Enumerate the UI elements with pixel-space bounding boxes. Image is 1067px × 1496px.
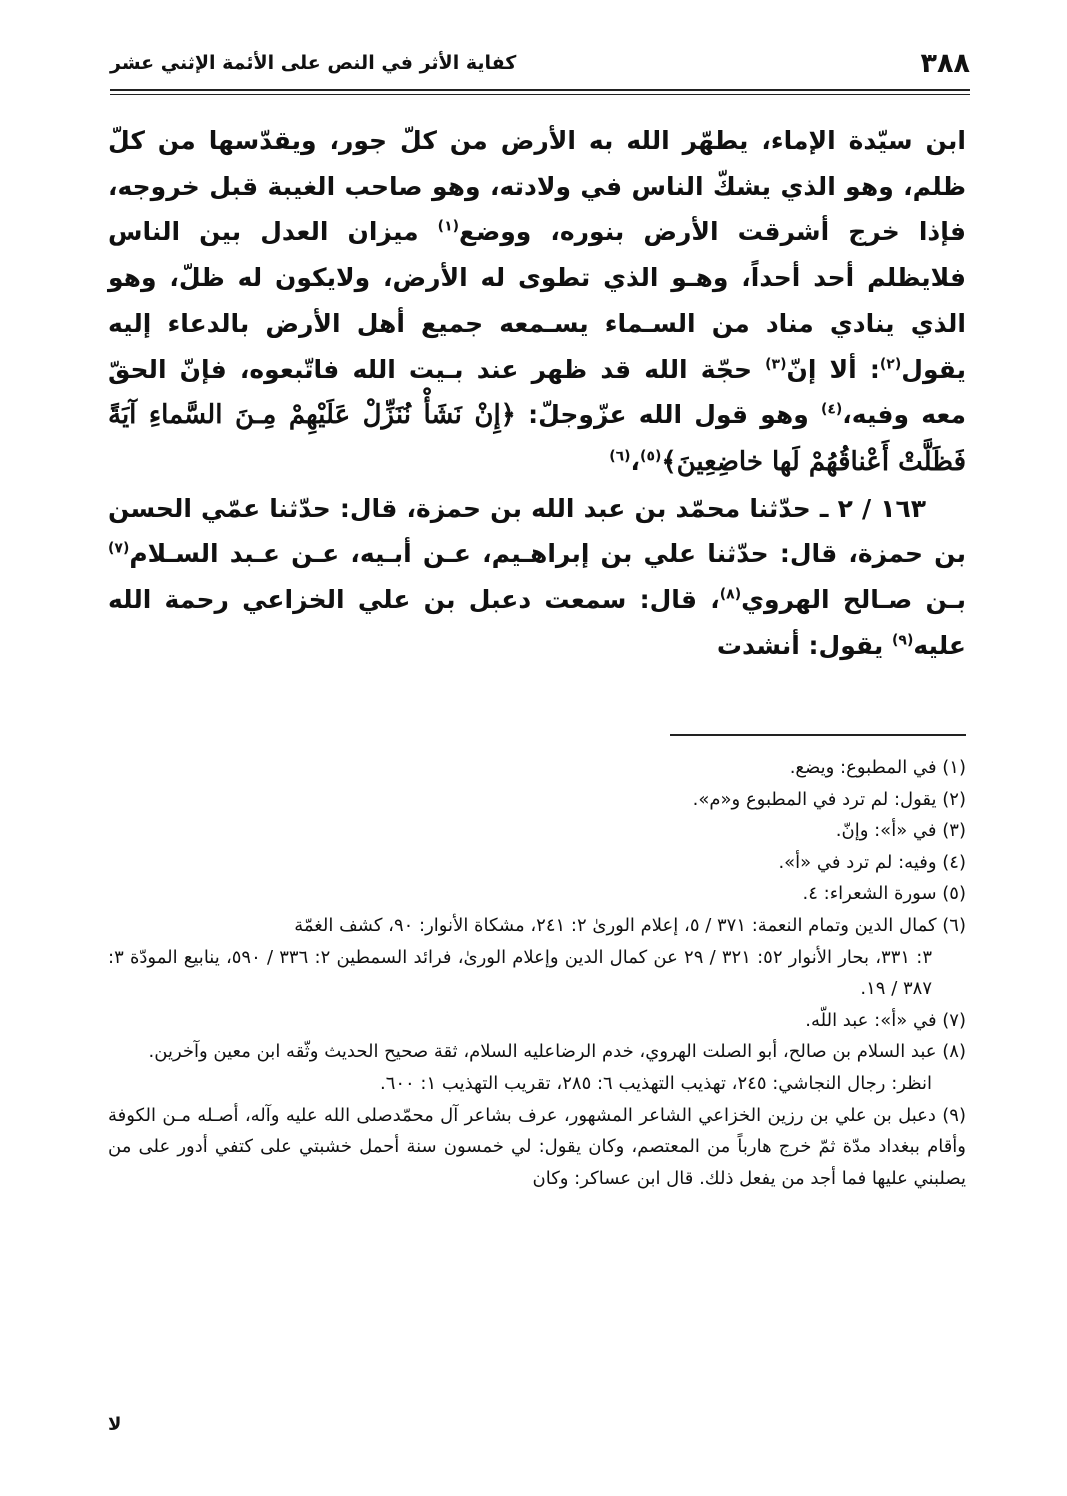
footnote-ref-5: (٥) [640,448,662,465]
header-rule-thick [110,89,970,91]
footnote-9: (٩) دعبل بن علي بن رزين الخزاعي الشاعر المشهور، عرف بشاعر آل محمّدصلى الله عليه وآله، أصـله مـن الكوفة وأقام ببغداد مدّة ثمّ خرج هارباً من المعتصم، وكان يقول: لي خمسون سنة أحمل خشبتي على كتفي أدور على من يصلبني عليها فما أجد من يفعل ذلك. قال ابن عساكر: وكان [108,1104,966,1189]
footnote-ref-4: (٤) [820,401,843,418]
footnote-7: (٧) في «أ»: عبد اللّه. [805,1009,966,1031]
text-run: ، قال: سمعت دعبل بن علي الخزاعي رحمة الله عليه [108,585,966,660]
footnote-ref-2: (٢) [879,356,902,373]
footnote-ref-1: (١) [437,219,460,236]
footnote-1: (١) في المطبوع: ويضع. [789,757,966,778]
footnote-6-continued: ٣: ٣٣١، بحار الأنوار ٥٢: ٣٢١ / ٢٩ عن كمال الدين وإعلام الورىٰ، فرائد السمطين ٢: ٣٣٦ / ٥٩٠، ينابيع المودّة ٣: ٣٨٧ / ١٩. [108,946,932,1000]
hadith-paragraph [108,486,966,669]
text-run: حجّة الله قد ظهر عند بـيت الله فاتّبعوه، فإنّ الحقّ معه وفيه، [108,354,967,430]
footnote-2: (٢) يقول: لم ترد في المطبوع و«م». [692,788,966,810]
page-number: ٣٨٨ [920,48,970,79]
footnote-ref-6: (٦) [609,448,631,465]
text-run: : ألا إنّ [786,354,880,384]
text-run: بـن صـالح الهروي [741,585,966,615]
footnote-ref-3: (٣) [765,356,787,373]
text-run: ١٦٣ / ٢ ـ حدّثنا محمّد بن عبد الله بن حمزة، قال: حدّثنا عمّي الحسن بن حمزة، قال: حدّثنا علي بن إبراهـيم، عـن أبـيه، عـن عـبد السـلام [108,493,966,569]
main-text [108,118,966,668]
text-run: ، [630,446,641,476]
text-run: ابن سيّدة الإماء، يطهّر الله به الأرض من كلّ جور، ويقدّسها من كلّ ظلم، وهو الذي يشكّ الناس في ولادته، وهو صاحب الغيبة قبل خروجه، فإذا خرج أشرقت الأرض بنوره، ووضع [108,126,966,247]
footnote-ref-8: (٨) [719,586,742,603]
paragraph-continuation [108,118,966,486]
quran-verse: ﴿إِنْ نَشَأْ نُنَزِّلْ عَلَيْهِمْ مِـنَ السَّماءِ آيَةً فَظَلَّتْ أَعْناقُهُمْ لَها خاضِعِينَ﴾ [108,400,966,477]
footnote-8-references: انظر: رجال النجاشي: ٢٤٥، تهذيب التهذيب ٦: ٢٨٥، تقريب التهذيب ١: ٦٠٠. [379,1072,932,1094]
text-run: وهو قول الله عزّوجلّ: [515,400,821,430]
running-title: كفاية الأثر في النص على الأئمة الإثني عشر [110,52,517,74]
footnote-8: (٨) عبد السلام بن صالح، أبو الصلت الهروي، خدم الرضاعليه السلام، ثقة صحيح الحديث وثّقه ابن معين وآخرين. [148,1041,966,1063]
text-run: يقول: أنشدت [716,630,892,660]
page-header [110,44,970,84]
text-run: ميزان العدل بين الناس فلايظلم أحد أحداً، وهـو الذي تطوى له الأرض، ولايكون له ظلّ، وهو الذي ينادي مناد من السـماء يسـمعه جميع أهل الأرض بالدعاء إليه يقول [108,217,966,384]
footnote-5: (٥) سورة الشعراء: ٤. [802,883,966,905]
footnote-ref-9: (٩) [891,632,914,649]
footnote-3: (٣) في «أ»: وإنّ. [835,820,966,842]
header-rule-thin [110,94,970,95]
catchword: لا [108,1414,122,1435]
footnote-6: (٦) كمال الدين وتمام النعمة: ٣٧١ / ٥، إعلام الورىٰ ٢: ٢٤١، مشكاة الأنوار: ٩٠، كشف الغمّة [294,914,966,936]
footnote-separator [670,734,966,736]
footnote-ref-7: (٧) [108,541,130,557]
footnotes [108,752,966,1194]
footnote-4: (٤) وفيه: لم ترد في «أ». [778,851,966,873]
